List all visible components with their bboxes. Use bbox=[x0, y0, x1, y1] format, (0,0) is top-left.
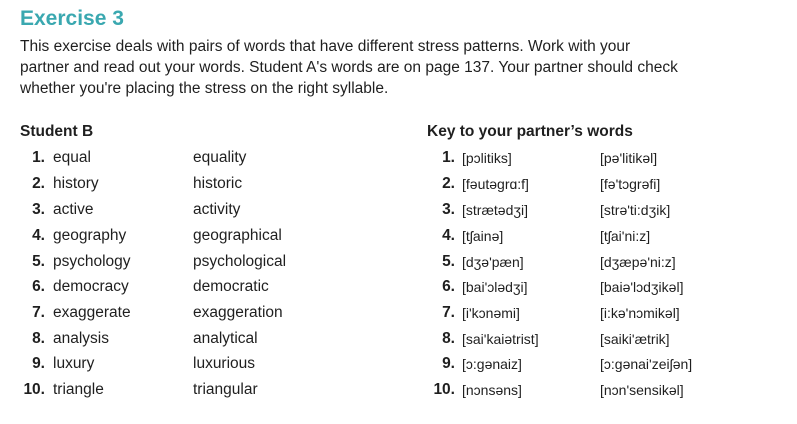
derived-transcription: [saiki'ætrik] bbox=[600, 331, 670, 347]
derived-word: geographical bbox=[193, 227, 282, 244]
base-transcription: [bai'ɔlədʒi] bbox=[462, 279, 528, 295]
item-number: 8. bbox=[442, 330, 455, 347]
derived-transcription: [i:kə'nɔmikəl] bbox=[600, 305, 680, 321]
derived-transcription: [nɔn'sensikəl] bbox=[600, 382, 684, 398]
exercise-title: Exercise 3 bbox=[20, 7, 124, 30]
item-number: 5. bbox=[32, 253, 45, 270]
item-number: 4. bbox=[32, 227, 45, 244]
derived-word: equality bbox=[193, 149, 247, 166]
exercise-instructions bbox=[20, 36, 760, 99]
base-word: luxury bbox=[53, 355, 95, 372]
derived-transcription: [fə'tɔgrəfi] bbox=[600, 176, 661, 192]
item-number: 9. bbox=[442, 355, 455, 372]
base-word: geography bbox=[53, 227, 127, 244]
base-word: equal bbox=[53, 149, 91, 166]
base-transcription: [i'kɔnəmi] bbox=[462, 305, 520, 321]
derived-word: democratic bbox=[193, 278, 269, 295]
base-transcription: [pɔlitiks] bbox=[462, 150, 512, 166]
item-number: 3. bbox=[442, 201, 455, 218]
base-word: analysis bbox=[53, 330, 109, 347]
item-number: 1. bbox=[32, 149, 45, 166]
base-word: exaggerate bbox=[53, 304, 131, 321]
derived-transcription: [pə'litikəl] bbox=[600, 150, 658, 166]
base-word: triangle bbox=[53, 381, 104, 398]
item-number: 2. bbox=[32, 175, 45, 192]
item-number: 5. bbox=[442, 253, 455, 270]
item-number: 9. bbox=[32, 355, 45, 372]
derived-word: analytical bbox=[193, 330, 258, 347]
item-number: 10. bbox=[23, 381, 45, 398]
base-transcription: [dʒə'pæn] bbox=[462, 254, 524, 270]
base-word: history bbox=[53, 175, 99, 192]
item-number: 2. bbox=[442, 175, 455, 192]
item-number: 8. bbox=[32, 330, 45, 347]
derived-transcription: [strə'ti:dʒik] bbox=[600, 202, 671, 218]
item-number: 4. bbox=[442, 227, 455, 244]
derived-word: luxurious bbox=[193, 355, 256, 372]
item-number: 7. bbox=[442, 304, 455, 321]
base-word: active bbox=[53, 201, 94, 218]
item-number: 3. bbox=[32, 201, 45, 218]
derived-transcription: [tʃai'ni:z] bbox=[600, 228, 651, 244]
base-transcription: [nɔnsəns] bbox=[462, 382, 522, 398]
student-b-heading: Student B bbox=[20, 123, 94, 140]
derived-word: psychological bbox=[193, 253, 287, 270]
item-number: 6. bbox=[32, 278, 45, 295]
base-word: democracy bbox=[53, 278, 129, 295]
derived-transcription: [ɔ:gənai'zeiʃən] bbox=[600, 356, 693, 372]
base-transcription: [ɔ:gənaiz] bbox=[462, 356, 522, 372]
base-transcription: [fəutəgrɑ:f] bbox=[462, 176, 529, 192]
derived-word: triangular bbox=[193, 381, 258, 398]
derived-word: historic bbox=[193, 175, 243, 192]
item-number: 6. bbox=[442, 278, 455, 295]
base-transcription: [sai'kaiətrist] bbox=[462, 331, 539, 347]
base-word: psychology bbox=[53, 253, 131, 270]
derived-transcription: [dʒæpə'ni:z] bbox=[600, 254, 676, 270]
instruction-line: whether you're placing the stress on the right syllable. bbox=[20, 80, 389, 97]
derived-word: exaggeration bbox=[193, 304, 283, 321]
derived-transcription: [baiə'lɔdʒikəl] bbox=[600, 279, 684, 295]
item-number: 1. bbox=[442, 149, 455, 166]
item-number: 7. bbox=[32, 304, 45, 321]
base-transcription: [strætədʒi] bbox=[462, 202, 528, 218]
instruction-line: partner and read out your words. Student A's words are on page 137. Your partner should check bbox=[20, 59, 678, 76]
instruction-line: This exercise deals with pairs of words that have different stress patterns. Work with your bbox=[20, 38, 631, 55]
key-heading: Key to your partner’s words bbox=[427, 123, 633, 140]
derived-word: activity bbox=[193, 201, 241, 218]
item-number: 10. bbox=[433, 381, 455, 398]
base-transcription: [tʃainə] bbox=[462, 228, 504, 244]
